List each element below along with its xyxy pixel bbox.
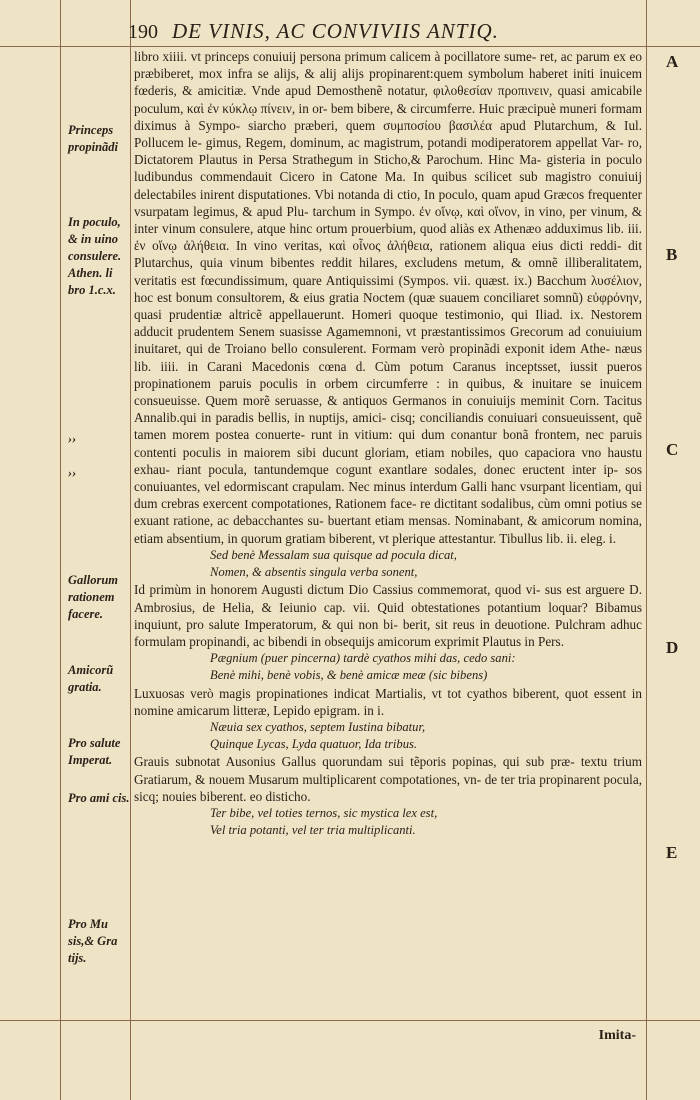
paragraph: Luxuosas verò magis propinationes indicat Martialis, vt tot cyathos biberent, quot essent in nomine amicarum litteræ, Lepido epigram. in i. bbox=[134, 685, 642, 718]
margin-note: Athen. li bro 1.c.x. bbox=[68, 266, 116, 297]
margin-note: ›› bbox=[68, 432, 77, 446]
page-header bbox=[128, 14, 638, 44]
verse-line: Vel tria potanti, vel ter tria multiplicanti. bbox=[210, 823, 416, 838]
verse-line: Sed benè Messalam sua quisque ad pocula dicat, bbox=[210, 547, 457, 562]
section-letter: A bbox=[666, 52, 679, 71]
margin-note: ›› bbox=[68, 466, 77, 480]
header-rule bbox=[0, 46, 700, 47]
margin-note: Gallorum rationem facere. bbox=[68, 573, 119, 621]
footer-rule bbox=[0, 1020, 700, 1021]
catchword: Imita- bbox=[598, 1028, 636, 1043]
verse-line: Quinque Lycas, Lyda quatuor, Ida tribus. bbox=[210, 737, 418, 752]
section-letter: C bbox=[666, 440, 679, 459]
margin-note: Pro salute Imperat. bbox=[68, 736, 121, 767]
verse-line: Pægnium (puer pincerna) tardè cyathos mihi das, cedo sani: bbox=[210, 651, 516, 666]
margin-note: Pro Mu sis,& Gra tijs. bbox=[68, 917, 118, 965]
page-number: 190 bbox=[128, 21, 158, 43]
section-letter: B bbox=[666, 245, 678, 264]
verse-line: Nomen, & absentis singula verba sonent, bbox=[210, 565, 418, 580]
margin-note: Princeps propinãdi bbox=[68, 123, 119, 154]
margin-note: Pro ami cis. bbox=[68, 791, 130, 805]
main-text bbox=[134, 48, 642, 839]
verse-line: Næuia sex cyathos, septem Iustina bibatur, bbox=[210, 719, 426, 734]
verse-line: Benè mihi, benè vobis, & benè amicæ meæ (sic bibens) bbox=[210, 668, 488, 683]
paragraph: Id primùm in honorem Augusti dictum Dio Cassius commemorat, quod vi- sus est arguere D. Ambrosius, de Helia, & Ieiunio cap. vii. Quid obtestationes potantium loquar? Bibamus inquiunt, pro salute Imperatorum, & qui non bi- berit, sit reus in deuotione. Pulchram adhuc formulam propinandi, ac bibendi in obsequijs amicorum exprimit Plautus in Pers. bbox=[134, 582, 642, 649]
paragraph: Grauis subnotat Ausonius Gallus quorundam sui tẽporis popinas, qui sub præ- textu trium Gratiarum, & nouem Musarum multiplicarent compotationes, vn- de ter tria propinarent pocula, sicq; nouies biberent. eo disticho. bbox=[134, 754, 642, 804]
verse-line: Ter bibe, vel toties ternos, sic mystica lex est, bbox=[210, 805, 438, 820]
margin-note: In poculo, & in uino consulere. bbox=[68, 215, 122, 263]
section-letter: E bbox=[666, 843, 678, 862]
paragraph: libro xiiii. vt princeps conuiuij persona primum calicem à pocillatore sume- ret, ac parum ex eo præbiberet, mox infra se alijs, & alij alijs propinarent:quem symbolum haberet initi inuicem fœderis, & amicitiæ. Vnde apud Demosthenẽ notatur, φιλοθεσίαν προπινειν, quasi amicabile poculum, καὶ ἐν κύκλῳ πίνειν, in or- bem bibere, & circumferre. Huic præcipuè muneri formam diximus à Sympo- siarcho præberi, quem συμποσίου βασιλέα apud Plutarchum, & Iul. Pollucem le- gimus, Regem, dominum, ac magistrum, potandi modiperatorem appellat Var- ro, Dictatorem Plautus in Persa Strathegum in Sticho,& Parochum. Hinc Ma- gisteria in poculo ludibundus commendauit Cicero in Catone Ma. In quibus scilicet sub magistro conuiuij delectabiles inirent disputationes. Vbi notanda di ctio, In poculo, quam apud Græcos frequenter vsurpatam legimus, & apud Plu- tarchum in Sympo. ἐν οἴνῳ, καὶ οἴνον, in vino, per vinum, & inter vinum consulere, atque hinc ortum prouerbium, quod aliàs ex Athenæo adduximus lib. iii. ἐν οἴνῳ ἀλήθεια. In vino veritas, καὶ οἶνος ἀλήθεια, rationem aliqua eius dicti reddi- dit Plutarchus, quia vinum bibentes reddit hilares, excludens metum, & omnẽ illiberalitatem, veritatis est fœcundissimum, quare Antiquissimi (Sympos. vii. quæst. ix.) Bacchum λυσέλιον, hoc est bonum consultorem, & eius gratia Noctem (quæ suauem conciliaret somnũ) εὐφρόνην, quasi prudentiæ altricẽ appellauerunt. Homeri quoque testimonio, qui Iliad. ix. Nestorem adducit prudentem Senem suasisse Agamemnoni, vt præstantissimos Grecorum ad conuiuium inuitaret, qui de Troiano bello consulerent. Formam verò propinãdi exponit idem Athe- næus lib. iiii. in Carani Macedonis cœna d. Cùm potum Caranus inceptsset, iussit pueros propinationem paruis poculis in orbem circumferre : in quibus, & inuitare se inuicem consueuisse. Quem morẽ seruasse, & antiquos Germanos in conuiuijs meminit Corn. Tacitus Annalib.qui in paradis bellis, in nuptijs, amici- cisq; conciliandis conuiuari consueuissent, quẽ tamen morem postea conuerte- runt in vitium: qui dum conantur bonã frontem, nec paruis contenti poculis in maiorem sibi ducunt gloriam, etiam nobiles, quo capaciora vno haustu exhau- riant pocula, tantundemque cogunt exantlare sodales, donec eructent inter ip- sos conuiuantes, vel edormiscant crapulam. Nec minus interdum Galli hanc vsurpant licentiam, qui dum crebras exercent compotationes, Rationem face- re dictitant sodalibus, cùm omni potius se exuant ratione, ac debacchantes su- buertant etiam mensas. Nominabant, & amicorum nomina, etiam absentium, in quorum gratiam biberent, vt plerique attestantur. Tibullus lib. ii. eleg. i. bbox=[134, 49, 642, 546]
section-letter: D bbox=[666, 638, 679, 657]
running-head: DE VINIS, AC CONVIVIIS ANTIQ. bbox=[172, 19, 499, 43]
right-rule bbox=[646, 0, 647, 1100]
margin-note: Amicorũ gratia. bbox=[68, 663, 114, 694]
outer-left-rule bbox=[60, 0, 61, 1100]
